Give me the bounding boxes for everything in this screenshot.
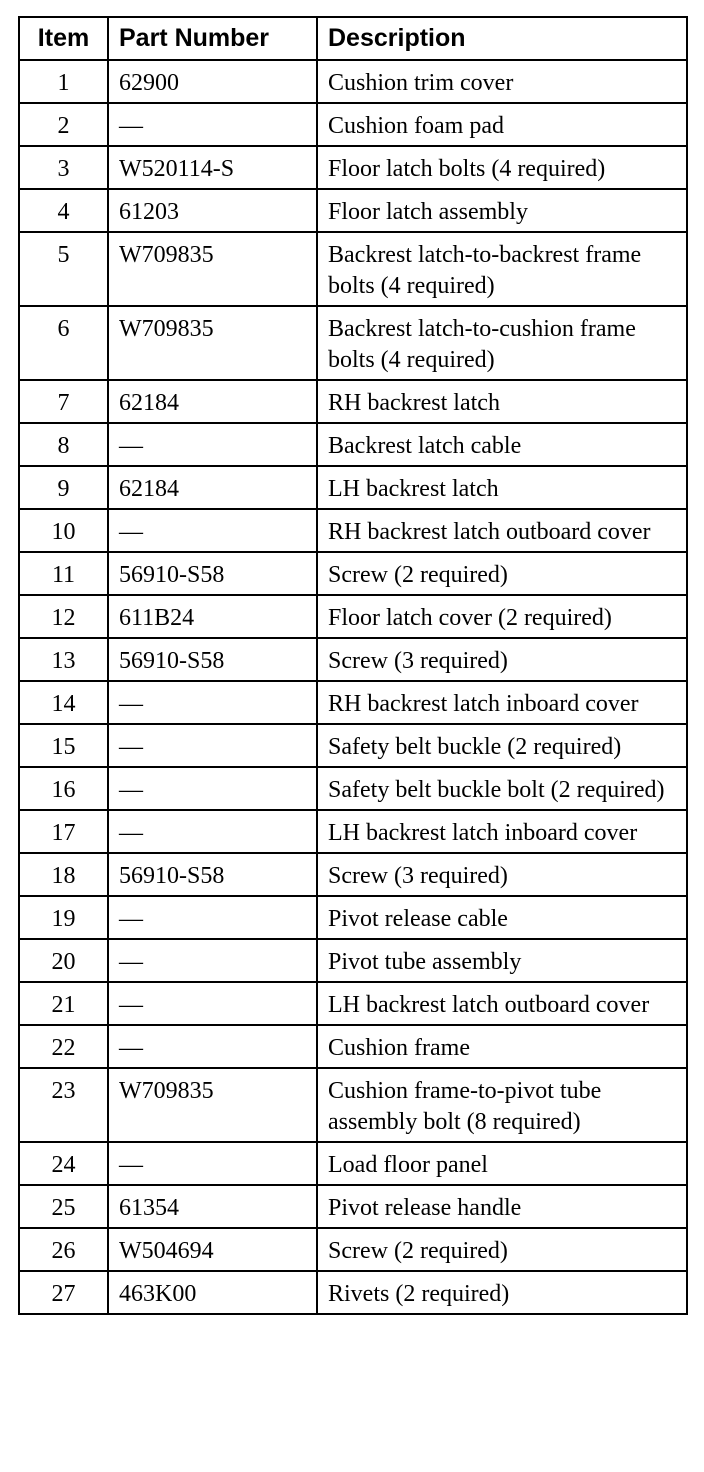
- part-number-cell: 56910-S58: [108, 853, 317, 896]
- table-row: [19, 1068, 687, 1142]
- part-number-cell: 62184: [108, 466, 317, 509]
- description-cell: Floor latch cover (2 required): [317, 595, 687, 638]
- part-number-cell: W709835: [108, 306, 317, 380]
- item-cell: 10: [19, 509, 108, 552]
- description-cell: Cushion frame-to-pivot tube assembly bolt (8 required): [317, 1068, 687, 1142]
- item-cell: 13: [19, 638, 108, 681]
- parts-table: [18, 16, 688, 1315]
- part-number-cell: 61203: [108, 189, 317, 232]
- table-header: [19, 17, 687, 60]
- table-row: [19, 1228, 687, 1271]
- description-cell: Cushion trim cover: [317, 60, 687, 103]
- part-number-cell: 463K00: [108, 1271, 317, 1314]
- table-row: [19, 810, 687, 853]
- description-cell: Pivot release cable: [317, 896, 687, 939]
- item-cell: 1: [19, 60, 108, 103]
- part-number-cell: 62184: [108, 380, 317, 423]
- table-row: [19, 423, 687, 466]
- description-cell: LH backrest latch outboard cover: [317, 982, 687, 1025]
- table-row: [19, 1185, 687, 1228]
- part-number-cell: —: [108, 423, 317, 466]
- description-cell: Screw (2 required): [317, 552, 687, 595]
- table-row: [19, 189, 687, 232]
- table-row: [19, 60, 687, 103]
- item-cell: 27: [19, 1271, 108, 1314]
- header-row: [19, 17, 687, 60]
- part-number-cell: W504694: [108, 1228, 317, 1271]
- description-cell: RH backrest latch outboard cover: [317, 509, 687, 552]
- item-cell: 2: [19, 103, 108, 146]
- table-row: [19, 681, 687, 724]
- description-cell: Floor latch bolts (4 required): [317, 146, 687, 189]
- description-cell: Cushion foam pad: [317, 103, 687, 146]
- item-cell: 8: [19, 423, 108, 466]
- item-cell: 17: [19, 810, 108, 853]
- item-cell: 11: [19, 552, 108, 595]
- table-row: [19, 380, 687, 423]
- part-number-cell: 62900: [108, 60, 317, 103]
- part-number-cell: —: [108, 810, 317, 853]
- part-number-cell: —: [108, 1025, 317, 1068]
- table-row: [19, 103, 687, 146]
- part-number-cell: W520114-S: [108, 146, 317, 189]
- item-cell: 7: [19, 380, 108, 423]
- part-number-cell: —: [108, 1142, 317, 1185]
- table-body: [19, 60, 687, 1314]
- item-cell: 3: [19, 146, 108, 189]
- table-row: [19, 767, 687, 810]
- description-cell: Backrest latch cable: [317, 423, 687, 466]
- part-number-cell: 611B24: [108, 595, 317, 638]
- description-cell: RH backrest latch inboard cover: [317, 681, 687, 724]
- item-cell: 21: [19, 982, 108, 1025]
- item-cell: 5: [19, 232, 108, 306]
- table-row: [19, 724, 687, 767]
- item-cell: 25: [19, 1185, 108, 1228]
- table-row: [19, 466, 687, 509]
- part-number-cell: W709835: [108, 1068, 317, 1142]
- item-cell: 9: [19, 466, 108, 509]
- item-cell: 23: [19, 1068, 108, 1142]
- description-cell: LH backrest latch inboard cover: [317, 810, 687, 853]
- table-row: [19, 146, 687, 189]
- table-row: [19, 853, 687, 896]
- description-cell: Pivot release handle: [317, 1185, 687, 1228]
- description-cell: RH backrest latch: [317, 380, 687, 423]
- table-row: [19, 939, 687, 982]
- part-number-cell: —: [108, 509, 317, 552]
- table-row: [19, 638, 687, 681]
- part-number-cell: —: [108, 767, 317, 810]
- description-cell: Cushion frame: [317, 1025, 687, 1068]
- table-row: [19, 595, 687, 638]
- table-row: [19, 232, 687, 306]
- description-cell: Floor latch assembly: [317, 189, 687, 232]
- description-cell: Pivot tube assembly: [317, 939, 687, 982]
- part-number-cell: —: [108, 681, 317, 724]
- item-cell: 14: [19, 681, 108, 724]
- description-cell: Safety belt buckle bolt (2 required): [317, 767, 687, 810]
- table-row: [19, 1142, 687, 1185]
- table-row: [19, 982, 687, 1025]
- item-cell: 22: [19, 1025, 108, 1068]
- description-cell: Safety belt buckle (2 required): [317, 724, 687, 767]
- item-cell: 12: [19, 595, 108, 638]
- item-cell: 20: [19, 939, 108, 982]
- description-cell: Load floor panel: [317, 1142, 687, 1185]
- header-part-number: Part Number: [108, 17, 317, 60]
- part-number-cell: W709835: [108, 232, 317, 306]
- item-cell: 15: [19, 724, 108, 767]
- item-cell: 24: [19, 1142, 108, 1185]
- part-number-cell: 56910-S58: [108, 638, 317, 681]
- table-row: [19, 1025, 687, 1068]
- part-number-cell: —: [108, 724, 317, 767]
- item-cell: 19: [19, 896, 108, 939]
- description-cell: Backrest latch-to-cushion frame bolts (4 required): [317, 306, 687, 380]
- part-number-cell: —: [108, 982, 317, 1025]
- description-cell: LH backrest latch: [317, 466, 687, 509]
- table-row: [19, 306, 687, 380]
- part-number-cell: 56910-S58: [108, 552, 317, 595]
- header-description: Description: [317, 17, 687, 60]
- table-row: [19, 1271, 687, 1314]
- part-number-cell: —: [108, 103, 317, 146]
- table-row: [19, 552, 687, 595]
- description-cell: Screw (3 required): [317, 853, 687, 896]
- part-number-cell: 61354: [108, 1185, 317, 1228]
- part-number-cell: —: [108, 939, 317, 982]
- table-row: [19, 509, 687, 552]
- part-number-cell: —: [108, 896, 317, 939]
- description-cell: Screw (3 required): [317, 638, 687, 681]
- table-row: [19, 896, 687, 939]
- header-item: Item: [19, 17, 108, 60]
- description-cell: Screw (2 required): [317, 1228, 687, 1271]
- item-cell: 16: [19, 767, 108, 810]
- item-cell: 26: [19, 1228, 108, 1271]
- description-cell: Rivets (2 required): [317, 1271, 687, 1314]
- item-cell: 4: [19, 189, 108, 232]
- item-cell: 6: [19, 306, 108, 380]
- item-cell: 18: [19, 853, 108, 896]
- description-cell: Backrest latch-to-backrest frame bolts (4 required): [317, 232, 687, 306]
